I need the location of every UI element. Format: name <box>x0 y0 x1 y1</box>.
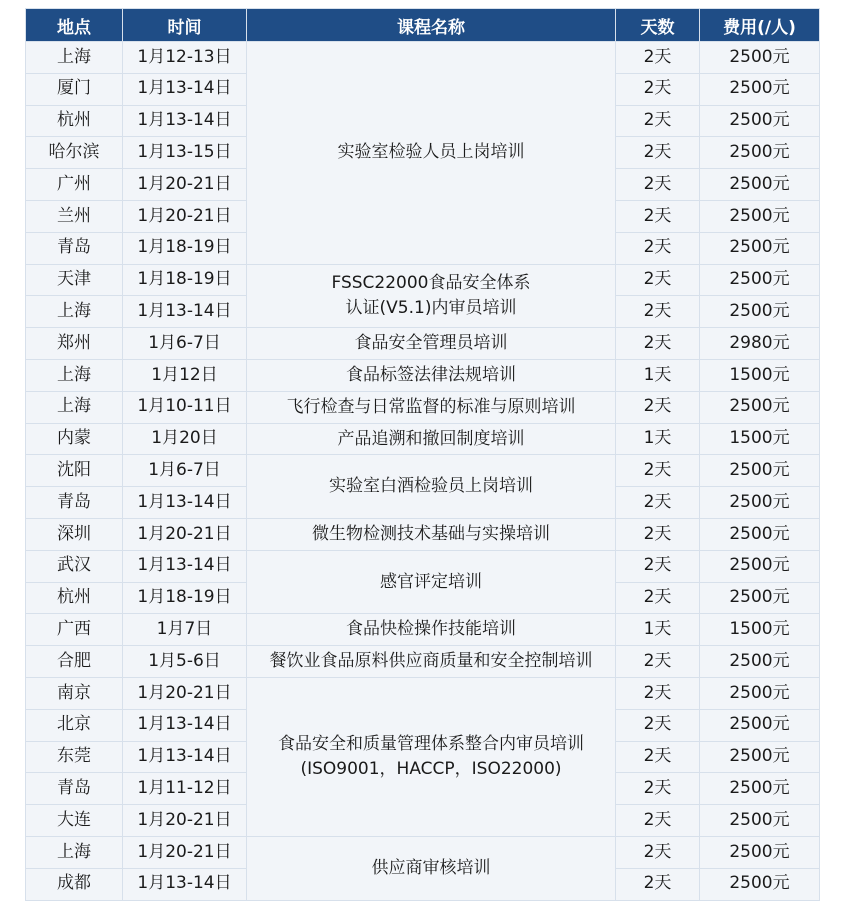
cell-location: 成都 <box>26 868 123 900</box>
cell-location: 兰州 <box>26 200 123 232</box>
course-name-line: 食品快检操作技能培训 <box>346 619 516 640</box>
cell-fee: 1500元 <box>700 423 820 455</box>
course-name-line: FSSC22000食品安全体系 <box>331 273 531 294</box>
cell-time: 1月20-21日 <box>123 805 247 837</box>
cell-location: 广州 <box>26 169 123 201</box>
cell-fee: 2500元 <box>700 455 820 487</box>
cell-fee: 2500元 <box>700 232 820 264</box>
cell-course <box>247 518 616 550</box>
header-days: 天数 <box>616 9 700 42</box>
cell-location: 上海 <box>26 391 123 423</box>
header-time: 时间 <box>123 9 247 42</box>
cell-fee: 1500元 <box>700 359 820 391</box>
cell-time: 1月13-14日 <box>123 550 247 582</box>
cell-days: 2天 <box>616 232 700 264</box>
table-row <box>26 42 820 74</box>
cell-location: 上海 <box>26 836 123 868</box>
cell-time: 1月13-14日 <box>123 487 247 519</box>
table-row <box>26 836 820 868</box>
cell-days: 2天 <box>616 391 700 423</box>
cell-location: 天津 <box>26 264 123 296</box>
cell-days: 2天 <box>616 518 700 550</box>
course-name-line: 产品追溯和撤回制度培训 <box>337 428 525 449</box>
cell-location: 合肥 <box>26 646 123 678</box>
cell-location: 内蒙 <box>26 423 123 455</box>
course-name-line: 认证(V5.1)内审员培训 <box>345 297 517 318</box>
cell-location: 上海 <box>26 296 123 328</box>
cell-location: 杭州 <box>26 582 123 614</box>
cell-location: 青岛 <box>26 487 123 519</box>
cell-location: 青岛 <box>26 773 123 805</box>
cell-time: 1月13-14日 <box>123 105 247 137</box>
cell-location: 青岛 <box>26 232 123 264</box>
cell-time: 1月20-21日 <box>123 200 247 232</box>
course-name-line: 餐饮业食品原料供应商质量和安全控制培训 <box>269 651 593 672</box>
table-row <box>26 328 820 360</box>
cell-location: 武汉 <box>26 550 123 582</box>
cell-days: 2天 <box>616 868 700 900</box>
cell-time: 1月13-14日 <box>123 741 247 773</box>
header-location: 地点 <box>26 9 123 42</box>
cell-fee: 2500元 <box>700 518 820 550</box>
cell-fee: 2500元 <box>700 391 820 423</box>
cell-days: 2天 <box>616 105 700 137</box>
course-name-line: 食品安全管理员培训 <box>354 333 508 354</box>
cell-location: 东莞 <box>26 741 123 773</box>
cell-days: 2天 <box>616 169 700 201</box>
header-row <box>26 9 820 42</box>
cell-fee: 2500元 <box>700 805 820 837</box>
cell-fee: 2500元 <box>700 105 820 137</box>
cell-course <box>247 836 616 900</box>
cell-time: 1月18-19日 <box>123 264 247 296</box>
schedule-table <box>25 8 820 901</box>
cell-fee: 2500元 <box>700 487 820 519</box>
cell-fee: 2500元 <box>700 868 820 900</box>
cell-fee: 2500元 <box>700 137 820 169</box>
cell-fee: 2500元 <box>700 582 820 614</box>
cell-fee: 2500元 <box>700 73 820 105</box>
cell-time: 1月20-21日 <box>123 518 247 550</box>
cell-fee: 2500元 <box>700 550 820 582</box>
table-row <box>26 455 820 487</box>
cell-location: 厦门 <box>26 73 123 105</box>
cell-course <box>247 677 616 836</box>
cell-location: 郑州 <box>26 328 123 360</box>
cell-course <box>247 614 616 646</box>
cell-time: 1月6-7日 <box>123 455 247 487</box>
cell-time: 1月20-21日 <box>123 677 247 709</box>
cell-time: 1月13-14日 <box>123 73 247 105</box>
cell-days: 2天 <box>616 455 700 487</box>
table-row <box>26 264 820 296</box>
cell-days: 1天 <box>616 359 700 391</box>
cell-location: 上海 <box>26 359 123 391</box>
cell-days: 2天 <box>616 550 700 582</box>
cell-course <box>247 359 616 391</box>
table-row <box>26 614 820 646</box>
cell-days: 2天 <box>616 487 700 519</box>
cell-days: 2天 <box>616 741 700 773</box>
cell-fee: 2500元 <box>700 200 820 232</box>
cell-time: 1月13-14日 <box>123 868 247 900</box>
header-course: 课程名称 <box>247 9 616 42</box>
course-name-line: 供应商审核培训 <box>371 857 491 878</box>
cell-fee: 2500元 <box>700 646 820 678</box>
cell-time: 1月20-21日 <box>123 836 247 868</box>
header-fee: 费用(/人) <box>700 9 820 42</box>
cell-time: 1月5-6日 <box>123 646 247 678</box>
table-row <box>26 677 820 709</box>
cell-time: 1月18-19日 <box>123 582 247 614</box>
table-row <box>26 391 820 423</box>
course-name-line: 食品标签法律法规培训 <box>346 365 516 386</box>
cell-fee: 2500元 <box>700 836 820 868</box>
cell-days: 2天 <box>616 677 700 709</box>
table-header <box>26 9 820 42</box>
cell-days: 2天 <box>616 582 700 614</box>
table-body <box>26 42 820 901</box>
cell-time: 1月20-21日 <box>123 169 247 201</box>
cell-course <box>247 264 616 328</box>
cell-time: 1月7日 <box>123 614 247 646</box>
cell-time: 1月11-12日 <box>123 773 247 805</box>
cell-time: 1月10-11日 <box>123 391 247 423</box>
cell-fee: 1500元 <box>700 614 820 646</box>
cell-days: 2天 <box>616 73 700 105</box>
cell-fee: 2500元 <box>700 169 820 201</box>
cell-time: 1月12日 <box>123 359 247 391</box>
course-name-line: 实验室白酒检验员上岗培训 <box>329 476 533 497</box>
cell-days: 1天 <box>616 614 700 646</box>
cell-location: 杭州 <box>26 105 123 137</box>
cell-location: 哈尔滨 <box>26 137 123 169</box>
cell-days: 2天 <box>616 328 700 360</box>
cell-days: 2天 <box>616 646 700 678</box>
table-row <box>26 550 820 582</box>
table-row <box>26 423 820 455</box>
cell-course <box>247 391 616 423</box>
cell-fee: 2500元 <box>700 709 820 741</box>
cell-days: 2天 <box>616 137 700 169</box>
cell-location: 大连 <box>26 805 123 837</box>
cell-days: 2天 <box>616 296 700 328</box>
cell-time: 1月18-19日 <box>123 232 247 264</box>
cell-days: 2天 <box>616 805 700 837</box>
training-schedule <box>25 8 820 901</box>
cell-course <box>247 646 616 678</box>
cell-location: 上海 <box>26 42 123 74</box>
course-name-line: (ISO9001，HACCP，ISO22000) <box>300 758 562 779</box>
cell-fee: 2500元 <box>700 296 820 328</box>
cell-days: 2天 <box>616 836 700 868</box>
cell-time: 1月20日 <box>123 423 247 455</box>
cell-location: 南京 <box>26 677 123 709</box>
table-row <box>26 518 820 550</box>
cell-location: 深圳 <box>26 518 123 550</box>
cell-days: 1天 <box>616 423 700 455</box>
cell-location: 北京 <box>26 709 123 741</box>
cell-course <box>247 550 616 614</box>
course-name-line: 飞行检查与日常监督的标准与原则培训 <box>286 396 576 417</box>
cell-course <box>247 423 616 455</box>
cell-course <box>247 455 616 519</box>
cell-days: 2天 <box>616 709 700 741</box>
cell-time: 1月13-14日 <box>123 709 247 741</box>
cell-course <box>247 328 616 360</box>
table-row <box>26 646 820 678</box>
cell-fee: 2980元 <box>700 328 820 360</box>
cell-location: 广西 <box>26 614 123 646</box>
cell-course <box>247 42 616 265</box>
cell-time: 1月13-15日 <box>123 137 247 169</box>
cell-location: 沈阳 <box>26 455 123 487</box>
cell-fee: 2500元 <box>700 773 820 805</box>
table-row <box>26 359 820 391</box>
cell-fee: 2500元 <box>700 677 820 709</box>
course-name-line: 微生物检测技术基础与实操培训 <box>312 524 550 545</box>
cell-time: 1月12-13日 <box>123 42 247 74</box>
cell-fee: 2500元 <box>700 42 820 74</box>
cell-fee: 2500元 <box>700 264 820 296</box>
cell-days: 2天 <box>616 264 700 296</box>
cell-days: 2天 <box>616 773 700 805</box>
cell-days: 2天 <box>616 42 700 74</box>
cell-time: 1月6-7日 <box>123 328 247 360</box>
cell-days: 2天 <box>616 200 700 232</box>
cell-fee: 2500元 <box>700 741 820 773</box>
course-name-line: 感官评定培训 <box>380 571 482 592</box>
course-name-line: 食品安全和质量管理体系整合内审员培训 <box>278 734 584 755</box>
course-name-line: 实验室检验人员上岗培训 <box>337 142 525 163</box>
cell-time: 1月13-14日 <box>123 296 247 328</box>
